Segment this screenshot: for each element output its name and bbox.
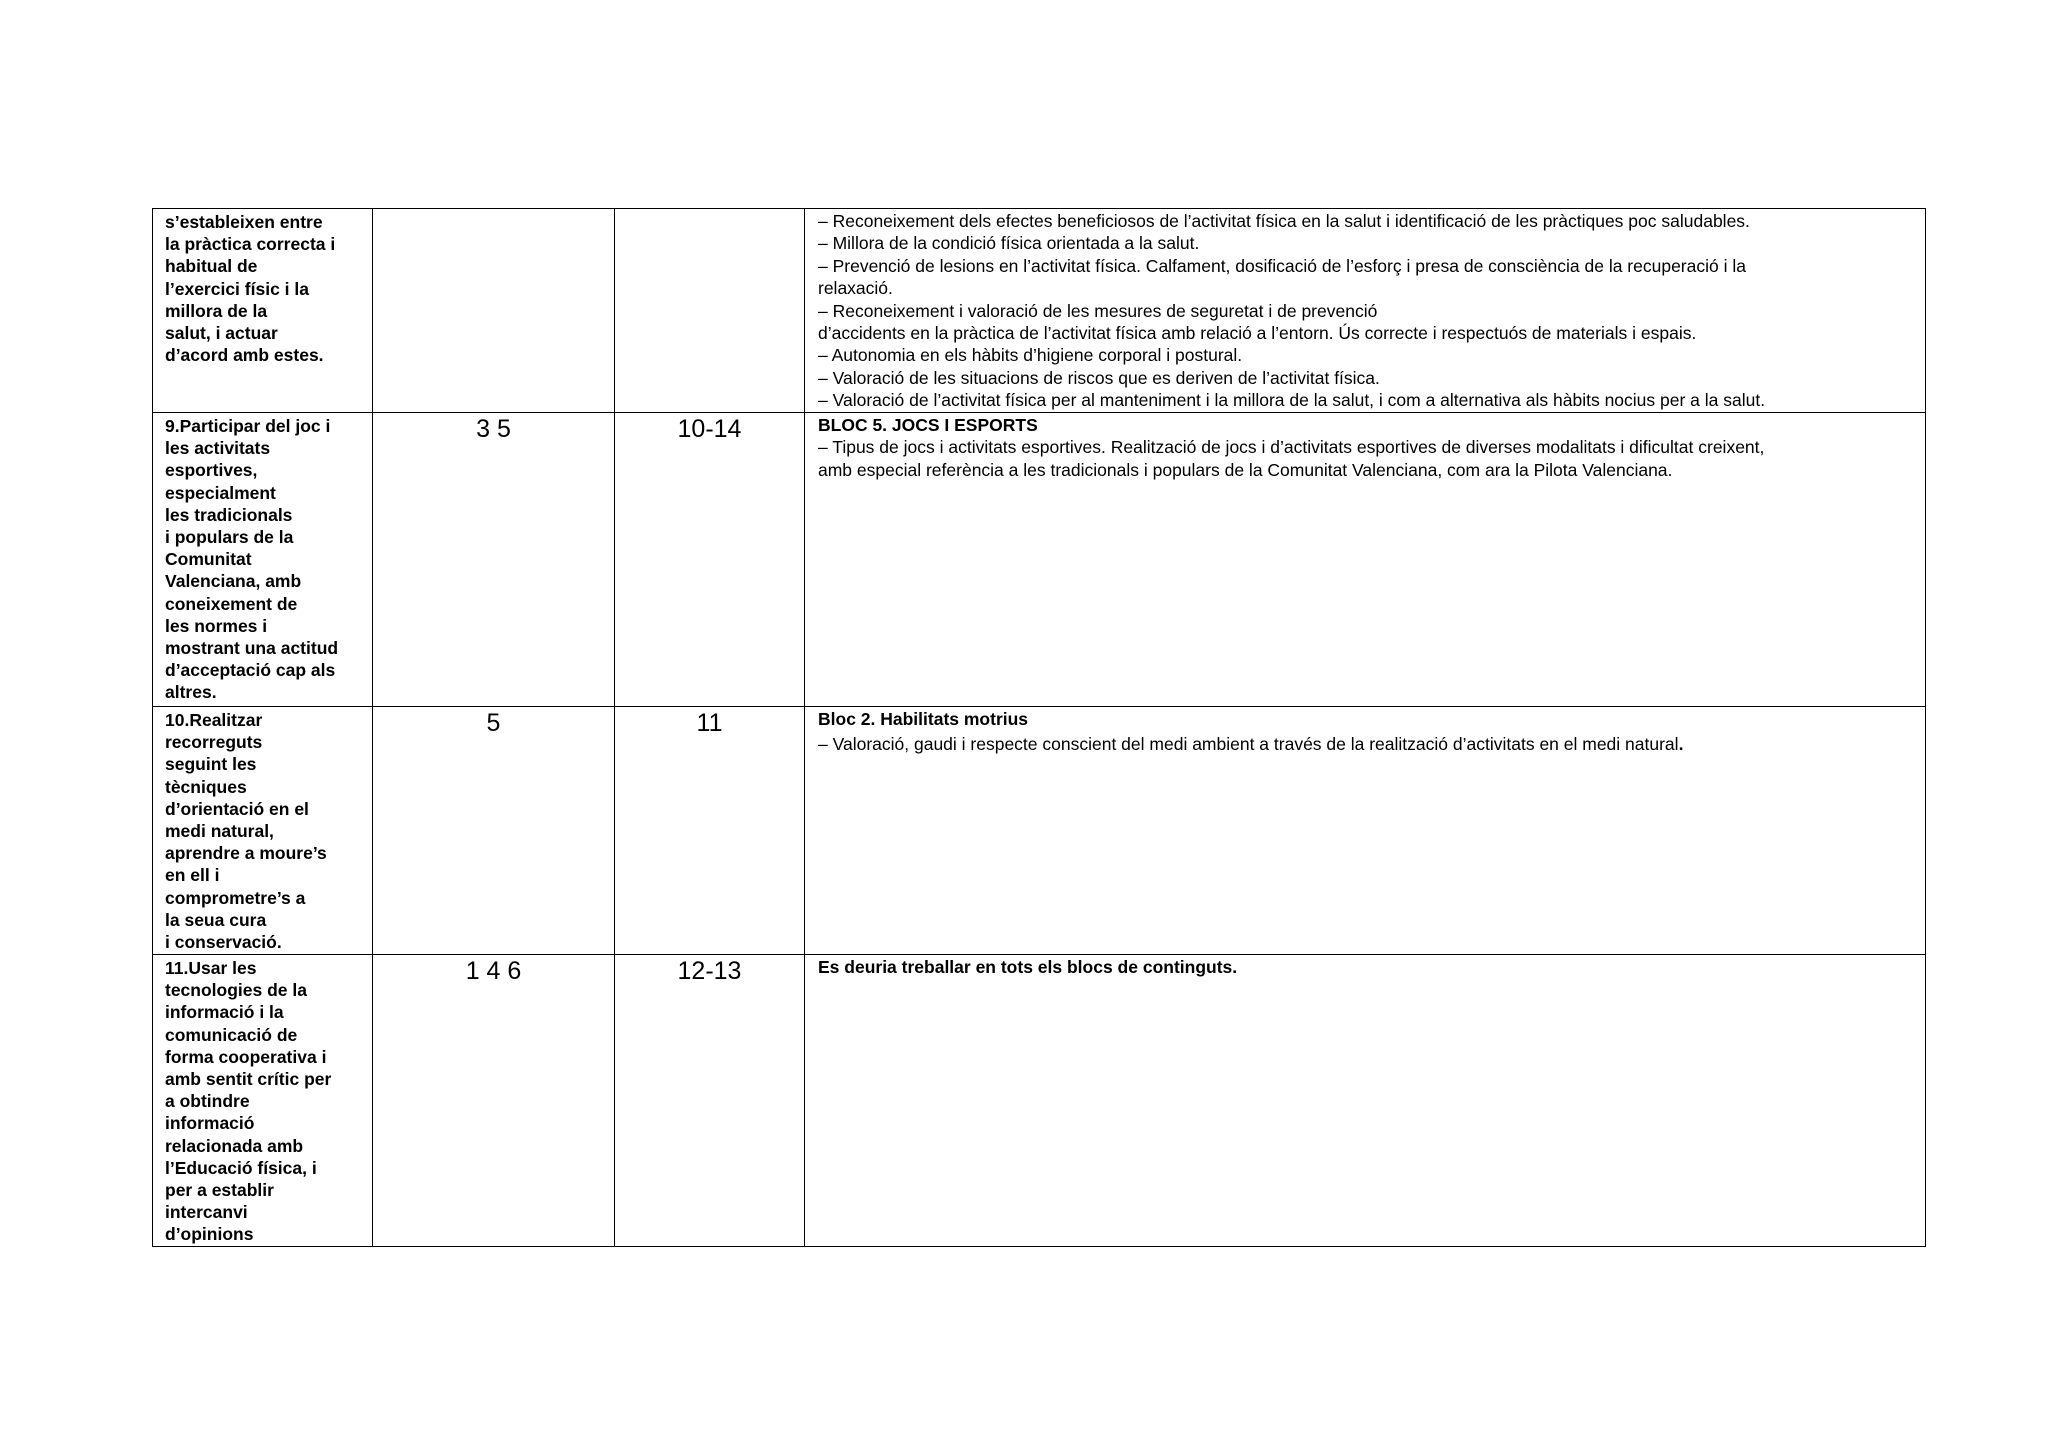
content-cell <box>805 413 1926 707</box>
objective-cell <box>615 955 805 1247</box>
content-line: – Autonomia en els hàbits d’higiene corporal i postural. <box>818 345 1243 366</box>
table-row <box>153 955 1926 1247</box>
objective-cell <box>615 707 805 955</box>
criterion-cell <box>153 707 373 955</box>
content-line: amb especial referència a les tradicionals i populars de la Comunitat Valenciana, com ara la Pilota Valenciana. <box>818 459 1673 480</box>
competence-value: 1 4 6 <box>465 957 522 985</box>
content-line-period: . <box>1678 734 1684 755</box>
objective-value: 10-14 <box>677 415 742 443</box>
table-row <box>153 209 1926 413</box>
competence-cell <box>373 209 615 413</box>
criterion-cell <box>153 955 373 1247</box>
criterion-cell <box>153 209 373 413</box>
competence-value: 5 <box>486 709 501 737</box>
competence-cell <box>373 955 615 1247</box>
competence-cell <box>373 707 615 955</box>
criterion-text: 10.Realitzar recorreguts seguint les tècniques d’orientació en el medi natural, aprendre a moure’s en ell i comprometre’s a la seua cura i conservació. <box>165 710 327 953</box>
criterion-text: 11.Usar les tecnologies de la informació i la comunicació de forma cooperativa i amb sentit crític per a obtindre informació relacionada amb l’Educació física, i per a establir intercanvi d’opinions <box>165 958 332 1245</box>
objective-value <box>615 209 804 211</box>
content-cell <box>805 707 1926 955</box>
competence-cell <box>373 413 615 707</box>
block-heading: Bloc 2. Habilitats motrius <box>818 709 1029 729</box>
objective-value: 11 <box>696 709 723 737</box>
competence-value <box>373 209 614 211</box>
content-line: – Valoració de les situacions de riscos que es deriven de l’activitat física. <box>818 367 1380 388</box>
content-line-text: – Valoració, gaudi i respecte conscient del medi ambient a través de la realització d’activitats en el medi natural <box>818 734 1679 755</box>
table-row <box>153 413 1926 707</box>
content-line: d’accidents en la pràctica de l’activitat física amb relació a l’entorn. Ús correcte i respectuós de materials i espais. <box>818 323 1697 344</box>
criterion-text: 9.Participar del joc i les activitats esportives, especialment les tradicionals i populars de la Comunitat Valenciana, amb coneixement de les normes i mostrant una actitud d’acceptació cap als altres. <box>165 416 339 703</box>
objective-cell <box>615 209 805 413</box>
objective-cell <box>615 413 805 707</box>
content-line: – Millora de la condició física orientada a la salut. <box>818 233 1200 254</box>
competence-value: 3 5 <box>476 415 511 443</box>
content-line <box>818 733 1917 755</box>
content-line: – Prevenció de lesions en l’activitat física. Calfament, dosificació de l’esforç i presa de consciència de la recuperació i la <box>818 255 1746 276</box>
content-cell <box>805 209 1926 413</box>
block-heading: Es deuria treballar en tots els blocs de continguts. <box>818 957 1238 977</box>
content-cell <box>805 955 1926 1247</box>
criterion-cell <box>153 413 373 707</box>
table-row <box>153 707 1926 955</box>
content-line: relaxació. <box>818 278 893 299</box>
objective-value: 12-13 <box>677 957 742 985</box>
content-line: – Reconeixement dels efectes beneficiosos de l’activitat física en la salut i identificació de les pràctiques poc saludables. <box>818 211 1750 231</box>
curriculum-table <box>152 208 1926 1247</box>
block-heading: BLOC 5. JOCS I ESPORTS <box>818 415 1038 435</box>
content-line: – Valoració de l’activitat física per al manteniment i la millora de la salut, i com a alternativa als hàbits nocius per a la salut. <box>818 390 1766 411</box>
criterion-text: s’estableixen entre la pràctica correcta i habitual de l’exercici físic i la millora de la salut, i actuar d’acord amb estes. <box>165 212 336 366</box>
content-line: – Tipus de jocs i activitats esportives. Realització de jocs i d’activitats esportives de diverses modalitats i dificultat creixent, <box>818 437 1765 458</box>
content-line: – Reconeixement i valoració de les mesures de seguretat i de prevenció <box>818 300 1378 321</box>
